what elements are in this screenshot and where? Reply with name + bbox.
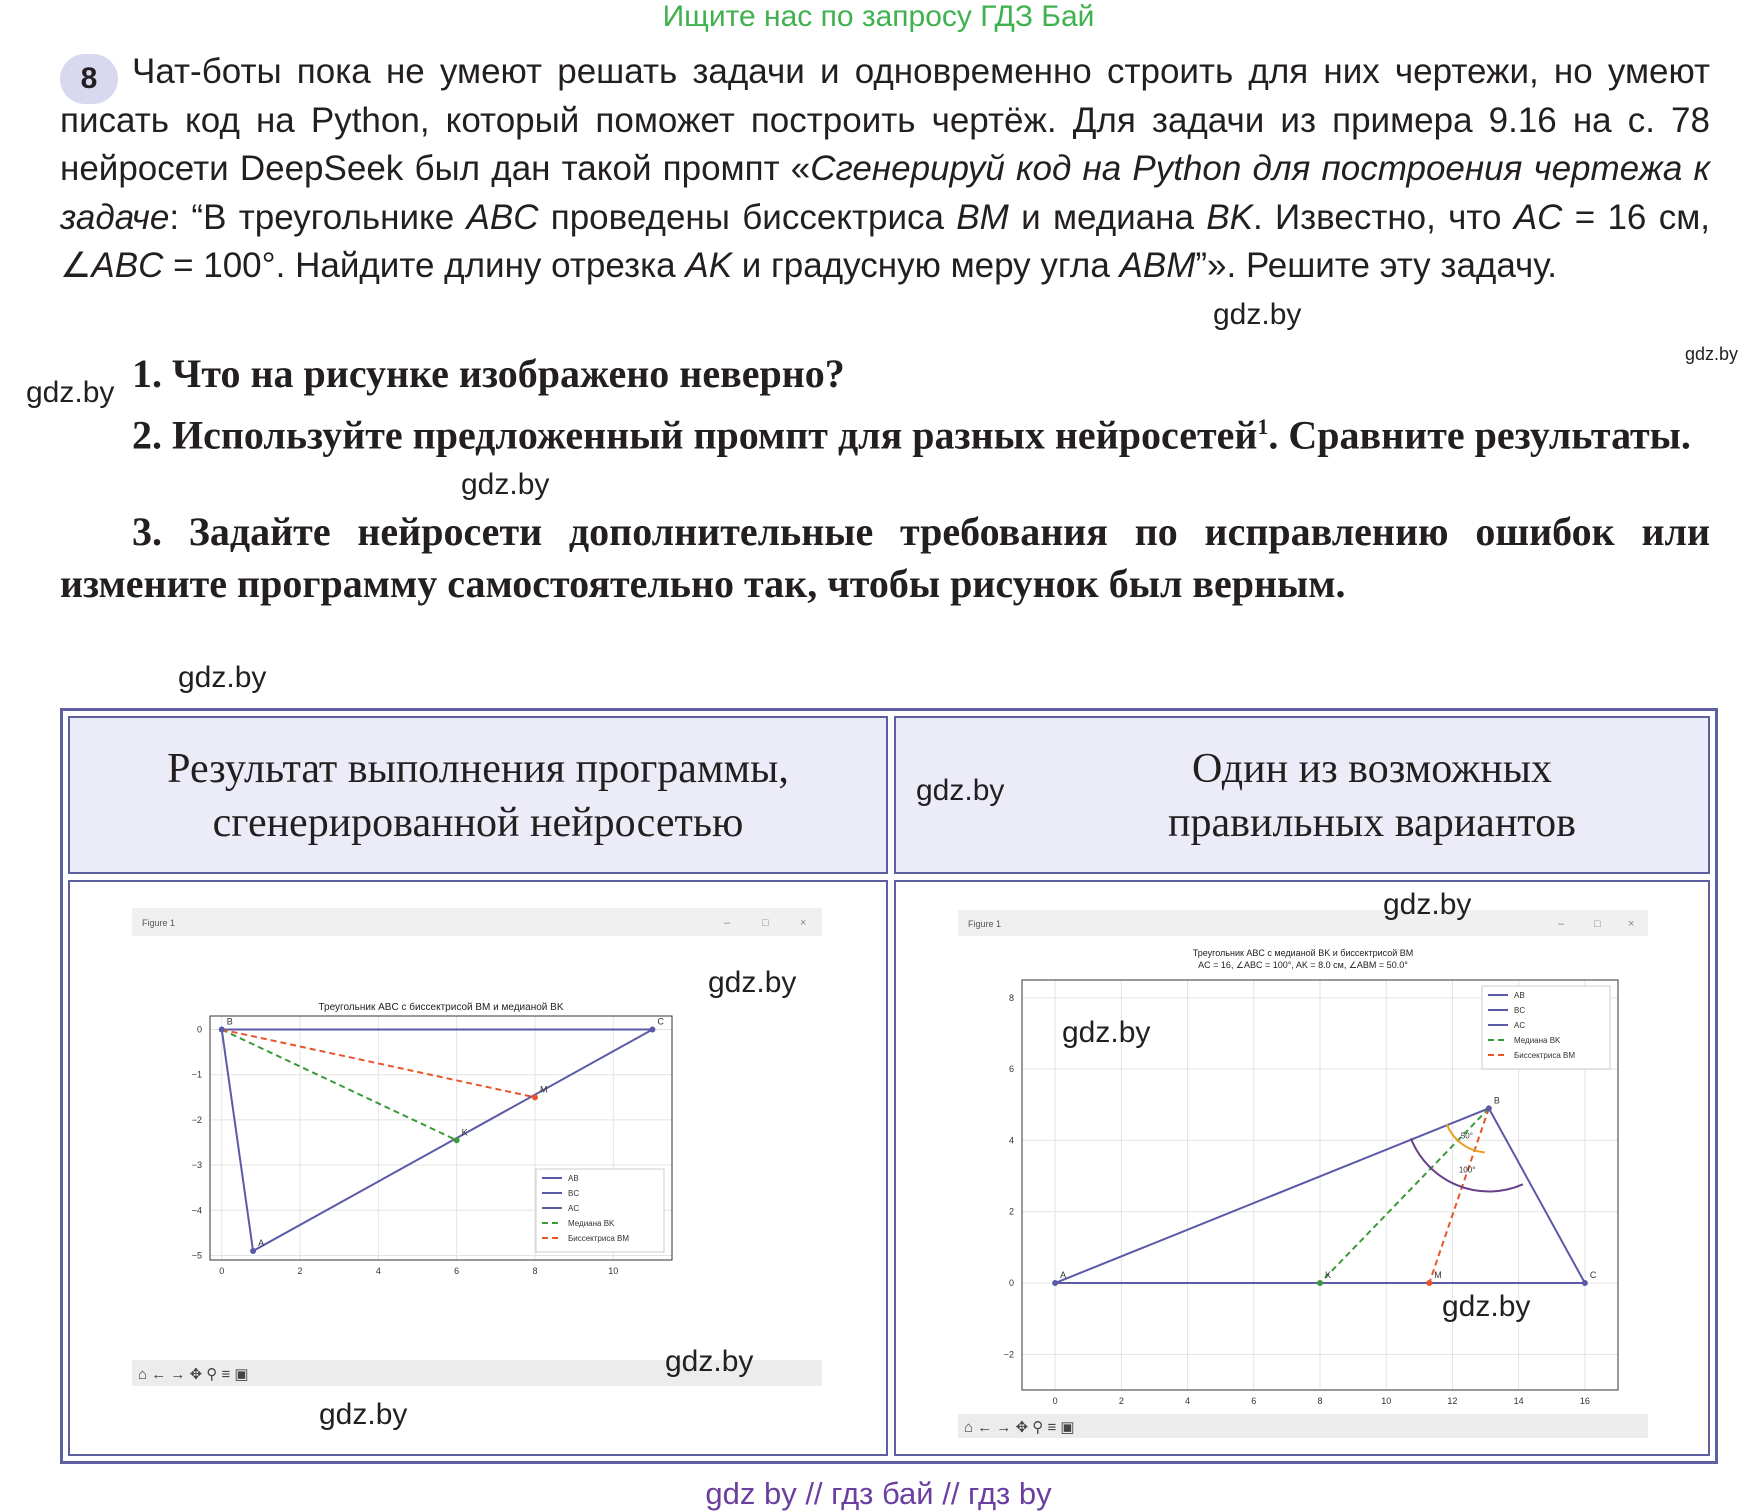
x-tick-label: 6 [1251, 1396, 1257, 1406]
point-marker-M [1426, 1280, 1432, 1286]
point-marker-A [1052, 1280, 1058, 1286]
task-var: AK [685, 246, 733, 285]
y-tick-label: −1 [191, 1069, 202, 1080]
watermark: gdz.by [178, 661, 267, 694]
watermark: gdz.by [1383, 888, 1472, 921]
right-header-cell [894, 716, 1710, 874]
x-tick-label: 2 [297, 1266, 303, 1276]
watermark: gdz.by [708, 966, 797, 999]
task-text-part: и медиана [1008, 197, 1207, 237]
legend-label: BC [1514, 1006, 1526, 1015]
window-titlebar [958, 910, 1648, 936]
right-header-line: Один из возможных [1192, 746, 1552, 792]
x-tick-label: 14 [1513, 1396, 1524, 1406]
point-marker-M [532, 1094, 538, 1100]
watermark: gdz.by [319, 1398, 408, 1431]
point-label: A [1060, 1270, 1067, 1281]
plot-title: Треугольник ABC с медианой BK и биссектрисой BM [1192, 948, 1414, 958]
x-tick-label: 10 [1381, 1396, 1392, 1406]
x-tick-label: 4 [1185, 1396, 1191, 1406]
x-tick-label: 10 [608, 1266, 619, 1276]
point-marker-A [250, 1248, 256, 1254]
task-var: ABM [1119, 246, 1196, 285]
legend-label: Биссектриса BM [1514, 1051, 1576, 1060]
watermark: gdz.by [1213, 298, 1302, 331]
legend-label: AC [1514, 1021, 1526, 1030]
y-tick-label: −3 [191, 1160, 202, 1171]
point-marker-C [1582, 1280, 1588, 1286]
point-marker-K [1317, 1280, 1323, 1286]
watermark: gdz.by [916, 774, 1005, 807]
question-2 [60, 401, 1710, 461]
angle-label: 50° [1460, 1131, 1473, 1141]
point-label: K [1325, 1270, 1332, 1281]
y-tick-label: 4 [1008, 1135, 1014, 1146]
question-2-text-end: . Сравните результаты. [1268, 412, 1691, 458]
question-1 [60, 348, 1710, 400]
x-tick-label: 16 [1579, 1396, 1590, 1406]
watermark: gdz.by [1442, 1290, 1531, 1323]
legend-label: Медиана BK [1514, 1036, 1561, 1045]
task-text-part: : “В треугольнике [169, 197, 467, 237]
question-3 [60, 506, 1710, 610]
watermark: gdz.by [1685, 344, 1739, 364]
close-icon[interactable]: × [1628, 918, 1635, 930]
left-header-line: Результат выполнения программы, [167, 746, 789, 792]
y-tick-label: 2 [1008, 1206, 1014, 1217]
plot-title: Треугольник ABC с биссектрисой BM и медианой BK [318, 1002, 564, 1013]
x-tick-label: 4 [375, 1266, 381, 1276]
toolbar-icons[interactable]: ⌂ ← → ✥ ⚲ ≡ ▣ [964, 1419, 1075, 1436]
watermark: gdz.by [26, 376, 115, 409]
x-tick-label: 2 [1118, 1396, 1124, 1406]
toolbar-icons[interactable]: ⌂ ← → ✥ ⚲ ≡ ▣ [138, 1366, 249, 1383]
question-2-text: 2. Используйте предложенный промпт для разных нейросетей [132, 412, 1258, 458]
y-tick-label: −5 [191, 1250, 202, 1261]
point-label: B [1493, 1095, 1500, 1106]
x-tick-label: 0 [219, 1266, 225, 1276]
task-text-part: Чат-боты пока не умеют решать задачи и одновременно строить для них чертежи, но умеют писать код на Python, который поможет построить чертёж. Для задачи из примера 9.16 на с. 78 нейросети DeepSeek был дан такой промпт « [60, 52, 1710, 188]
close-icon[interactable]: × [800, 917, 807, 929]
search-banner: Ищите нас по запросу ГДЗ Бай [662, 0, 1095, 33]
x-tick-label: 0 [1052, 1396, 1058, 1406]
task-var: BK [1206, 197, 1253, 237]
question-1-text: 1. Что на рисунке изображено неверно? [132, 351, 845, 396]
task-text-part: . Известно, что [1252, 197, 1514, 237]
maximize-icon[interactable]: □ [1594, 918, 1601, 930]
footnote-mark: 1 [1257, 414, 1269, 439]
plot-subtitle: AC = 16, ∠ABC = 100°, AK = 8.0 см, ∠ABM = 50.0° [1198, 960, 1408, 970]
task-var: BM [956, 197, 1009, 237]
task-var: AC [1513, 197, 1563, 237]
task-var: ABC [91, 246, 164, 285]
y-tick-label: 8 [1008, 992, 1014, 1003]
point-label: C [657, 1016, 664, 1027]
point-label: A [258, 1237, 265, 1248]
task-var: ABC [466, 197, 539, 237]
window-title: Figure 1 [968, 919, 1002, 929]
point-label: M [1434, 1270, 1442, 1281]
window-titlebar [132, 908, 822, 936]
watermark: gdz.by [665, 1345, 754, 1378]
y-tick-label: 0 [1008, 1278, 1014, 1289]
y-tick-label: −2 [191, 1114, 202, 1125]
watermark: gdz.by [461, 468, 550, 501]
task-text-part: ”». Решите эту задачу. [1195, 246, 1557, 285]
window-title: Figure 1 [142, 918, 176, 928]
question-3-text: 3. Задайте нейросети дополнительные требования по исправлению ошибок или измените программу самостоятельно так, чтобы рисунок был верным. [60, 509, 1710, 606]
x-tick-label: 12 [1447, 1396, 1458, 1406]
task-text [60, 48, 1710, 291]
minimize-icon[interactable]: – [724, 917, 731, 929]
left-header-cell [68, 716, 888, 874]
task-text-part: = 16 см, ∠ [60, 197, 1710, 285]
legend-label: AC [568, 1204, 580, 1213]
right-header-line: правильных вариантов [1168, 800, 1576, 846]
legend-label: Медиана BK [568, 1219, 615, 1228]
point-label: C [1589, 1270, 1597, 1281]
legend-label: BC [568, 1189, 580, 1198]
point-label: B [226, 1016, 233, 1027]
y-tick-label: 0 [196, 1024, 202, 1035]
task-text-part: и градусную меру угла [732, 246, 1120, 285]
point-marker-B [1486, 1105, 1492, 1111]
legend-label: AB [568, 1174, 579, 1183]
task-number-badge: 8 [60, 54, 118, 104]
minimize-icon[interactable]: – [1558, 918, 1565, 930]
legend-label: AB [1514, 991, 1525, 1000]
legend-label: Биссектриса BM [568, 1234, 630, 1243]
angle-label: 100° [1458, 1165, 1476, 1175]
left-header-line: сгенерированной нейросетью [212, 800, 744, 846]
point-label: K [461, 1127, 468, 1138]
point-marker-C [649, 1027, 655, 1033]
task-text-part: проведены биссектриса [538, 197, 957, 237]
x-tick-label: 6 [454, 1266, 460, 1276]
y-tick-label: 6 [1008, 1064, 1014, 1075]
maximize-icon[interactable]: □ [762, 917, 769, 929]
point-label: M [539, 1084, 548, 1095]
x-tick-label: 8 [532, 1266, 538, 1276]
right-plot-window [958, 910, 1648, 1440]
footer-links: gdz by // гдз бай // гдз by [705, 1476, 1052, 1511]
task-prompt-italic: Сгенерируй код на Python для построения чертежа к задаче [60, 149, 1710, 237]
x-tick-label: 8 [1317, 1396, 1323, 1406]
task-text-part: = 100°. Найдите длину отрезка [163, 246, 686, 285]
y-tick-label: −2 [1003, 1349, 1014, 1360]
y-tick-label: −4 [191, 1205, 202, 1216]
watermark: gdz.by [1062, 1016, 1151, 1049]
point-marker-K [454, 1137, 460, 1143]
point-marker-B [219, 1027, 225, 1033]
